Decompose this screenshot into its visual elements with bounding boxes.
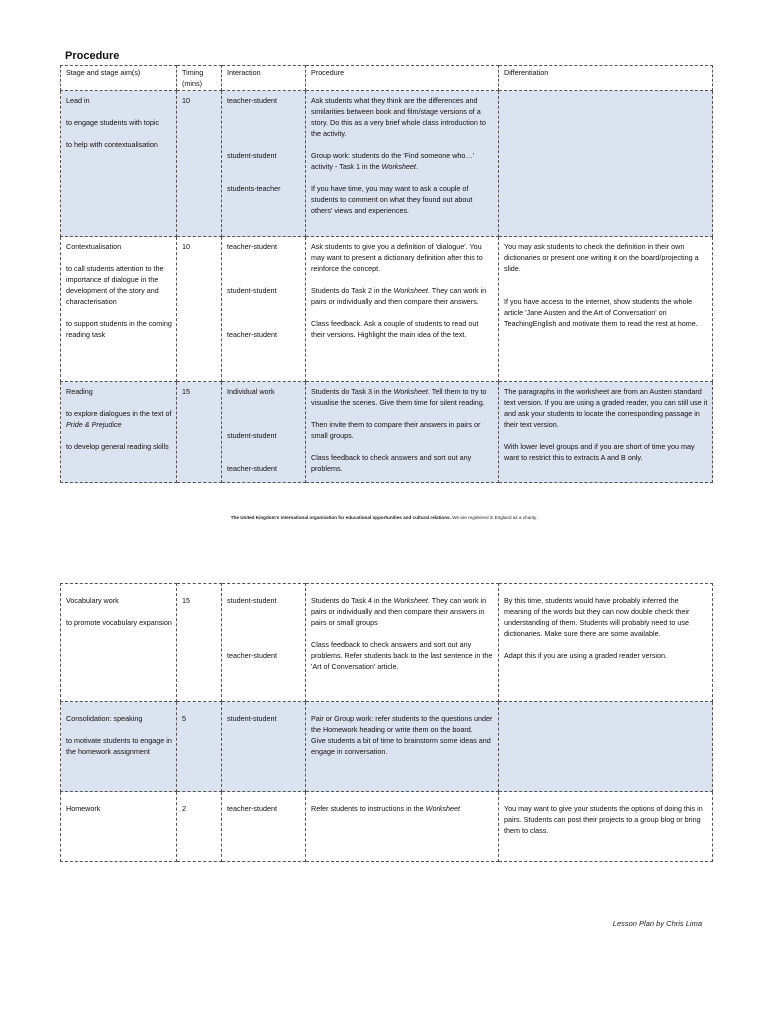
page-title: Procedure xyxy=(65,50,120,62)
stage-title: Contextualisation xyxy=(66,242,122,251)
timing-cell: 15 xyxy=(177,584,222,702)
procedure-text: Students do Task 3 in the Worksheet. Tell them to try to visualise the scenes. Give them time for silent reading. xyxy=(311,387,487,407)
table-row xyxy=(61,382,713,483)
interaction-item: student-student xyxy=(227,151,277,160)
interaction-cell xyxy=(222,237,306,382)
timing-cell: 5 xyxy=(177,702,222,792)
differentiation-text: If you have access to the internet, show students the whole article 'Jane Austen and the Art of Conversation' on TeachingEnglish and motivate them to read the rest at home. xyxy=(504,297,698,328)
procedure-text: Students do Task 2 in the Worksheet. They can work in pairs or individually and then compare their answers. xyxy=(311,286,487,306)
procedure-cell xyxy=(306,237,499,382)
differentiation-text: By this time, students would have probably inferred the meaning of the words but they can now double check their understanding of them. Students will probably need to use dictionaries. Make sure there are some available. xyxy=(504,596,690,638)
differentiation-text: Adapt this if you are using a graded reader version. xyxy=(504,651,668,660)
differentiation-cell xyxy=(499,792,713,862)
stage-aim: to promote vocabulary expansion xyxy=(66,618,172,627)
procedure-cell xyxy=(306,702,499,792)
procedure-text: Ask students to give you a definition of 'dialogue'. You may want to present a dictionary definition after this to reinforce the concept. xyxy=(311,242,483,273)
interaction-item: teacher-student xyxy=(227,96,277,105)
procedure-text: Then invite them to compare their answers in pairs or small groups. xyxy=(311,420,481,440)
interaction-item: student-student xyxy=(227,286,277,295)
stage-title: Consolidation: speaking xyxy=(66,714,143,723)
procedure-text: If you have time, you may want to ask a couple of students to comment on what they found out about others' views and experiences. xyxy=(311,184,473,215)
header-interaction: Interaction xyxy=(222,66,306,91)
procedure-cell xyxy=(306,91,499,237)
procedure-cell xyxy=(306,584,499,702)
author-credit: Lesson Plan by Chris Lima xyxy=(612,919,702,928)
procedure-text: Give students a bit of time to brainstorm some ideas and engage in conversation. xyxy=(311,736,491,756)
interaction-item: teacher-student xyxy=(227,330,277,339)
header-differentiation: Differentiation xyxy=(499,66,713,91)
stage-cell xyxy=(61,792,177,862)
stage-cell xyxy=(61,584,177,702)
table-row xyxy=(61,584,713,702)
stage-cell xyxy=(61,237,177,382)
header-stage: Stage and stage aim(s) xyxy=(61,66,177,91)
differentiation-text: You may ask students to check the definition in their own dictionaries or present one writing it on the board/projecting a slide. xyxy=(504,242,699,273)
differentiation-text: With lower level groups and if you are short of time you may want to restrict this to extracts A and B only. xyxy=(504,442,695,462)
interaction-item: student-student xyxy=(227,714,277,723)
procedure-text: Refer students to instructions in the Worksheet xyxy=(311,804,461,813)
stage-aim: to explore dialogues in the text of Pride & Prejudice xyxy=(66,409,172,429)
interaction-cell xyxy=(222,792,306,862)
timing-cell: 2 xyxy=(177,792,222,862)
interaction-item: teacher-student xyxy=(227,651,277,660)
interaction-cell xyxy=(222,91,306,237)
procedure-text: Pair or Group work: refer students to the questions under the Homework heading or write them on the board. xyxy=(311,714,493,734)
interaction-item: Individual work xyxy=(227,387,275,396)
stage-aim: to motivate students to engage in the homework assignment xyxy=(66,736,172,756)
procedure-text: Class feedback. Ask a couple of students to read out their versions. Highlight the main idea of the text. xyxy=(311,319,479,339)
stage-cell xyxy=(61,382,177,483)
table-row xyxy=(61,792,713,862)
interaction-cell xyxy=(222,584,306,702)
table-row xyxy=(61,91,713,237)
interaction-item: teacher-student xyxy=(227,242,277,251)
stage-aim: to help with contextualisation xyxy=(66,140,158,149)
interaction-item: student-student xyxy=(227,431,277,440)
header-procedure: Procedure xyxy=(306,66,499,91)
differentiation-cell xyxy=(499,91,713,237)
differentiation-text: The paragraphs in the worksheet are from an Austen standard text version. If you are using a graded reader, you can still use it and ask your students to locate the corresponding passage in their text version. xyxy=(504,387,708,429)
stage-title: Lead in xyxy=(66,96,90,105)
interaction-cell xyxy=(222,382,306,483)
differentiation-cell xyxy=(499,584,713,702)
stage-aim: to support students in the coming reading task xyxy=(66,319,172,339)
stage-aim: to develop general reading skills xyxy=(66,442,169,451)
table-row xyxy=(61,237,713,382)
stage-cell xyxy=(61,702,177,792)
procedure-text: Students do Task 4 in the Worksheet. They can work in pairs or individually and then compare their answers in pairs or small groups xyxy=(311,596,487,627)
header-timing: Timing (mins) xyxy=(177,66,222,91)
table-row xyxy=(61,702,713,792)
interaction-item: student-student xyxy=(227,596,277,605)
timing-cell: 10 xyxy=(177,91,222,237)
differentiation-cell xyxy=(499,237,713,382)
stage-title: Vocabulary work xyxy=(66,596,119,605)
differentiation-cell xyxy=(499,382,713,483)
organisation-footer: The United Kingdom's international organisation for educational opportunities and cultural relations. We are registered in England as a charity. xyxy=(230,515,538,520)
interaction-item: teacher-student xyxy=(227,804,277,813)
interaction-item: students-teacher xyxy=(227,184,281,193)
procedure-cell xyxy=(306,792,499,862)
procedure-table-2 xyxy=(60,583,713,862)
procedure-text: Class feedback to check answers and sort out any problems. xyxy=(311,453,472,473)
stage-cell xyxy=(61,91,177,237)
stage-title: Homework xyxy=(66,804,101,813)
procedure-cell xyxy=(306,382,499,483)
stage-title: Reading xyxy=(66,387,93,396)
header-row xyxy=(61,66,713,91)
timing-cell: 15 xyxy=(177,382,222,483)
stage-aim: to call students attention to the importance of dialogue in the development of the story and characterisation xyxy=(66,264,164,306)
interaction-item: teacher-student xyxy=(227,464,277,473)
procedure-text: Group work: students do the 'Find someone who…' activity - Task 1 in the Worksheet. xyxy=(311,151,474,171)
procedure-text: Class feedback to check answers and sort out any problems. Refer students back to the last sentence in the 'Art of Conversation' article. xyxy=(311,640,493,671)
timing-cell: 10 xyxy=(177,237,222,382)
stage-aim: to engage students with topic xyxy=(66,118,160,127)
differentiation-text: You may want to give your students the options of doing this in pairs. Students can post their projects to a group blog or bring them to class. xyxy=(504,804,703,835)
differentiation-cell xyxy=(499,702,713,792)
interaction-cell xyxy=(222,702,306,792)
procedure-table-1 xyxy=(60,65,713,483)
procedure-text: Ask students what they think are the differences and similarities between book and film/stage versions of a story. Do this as a very brief whole class introduction to the activity. xyxy=(311,96,486,138)
